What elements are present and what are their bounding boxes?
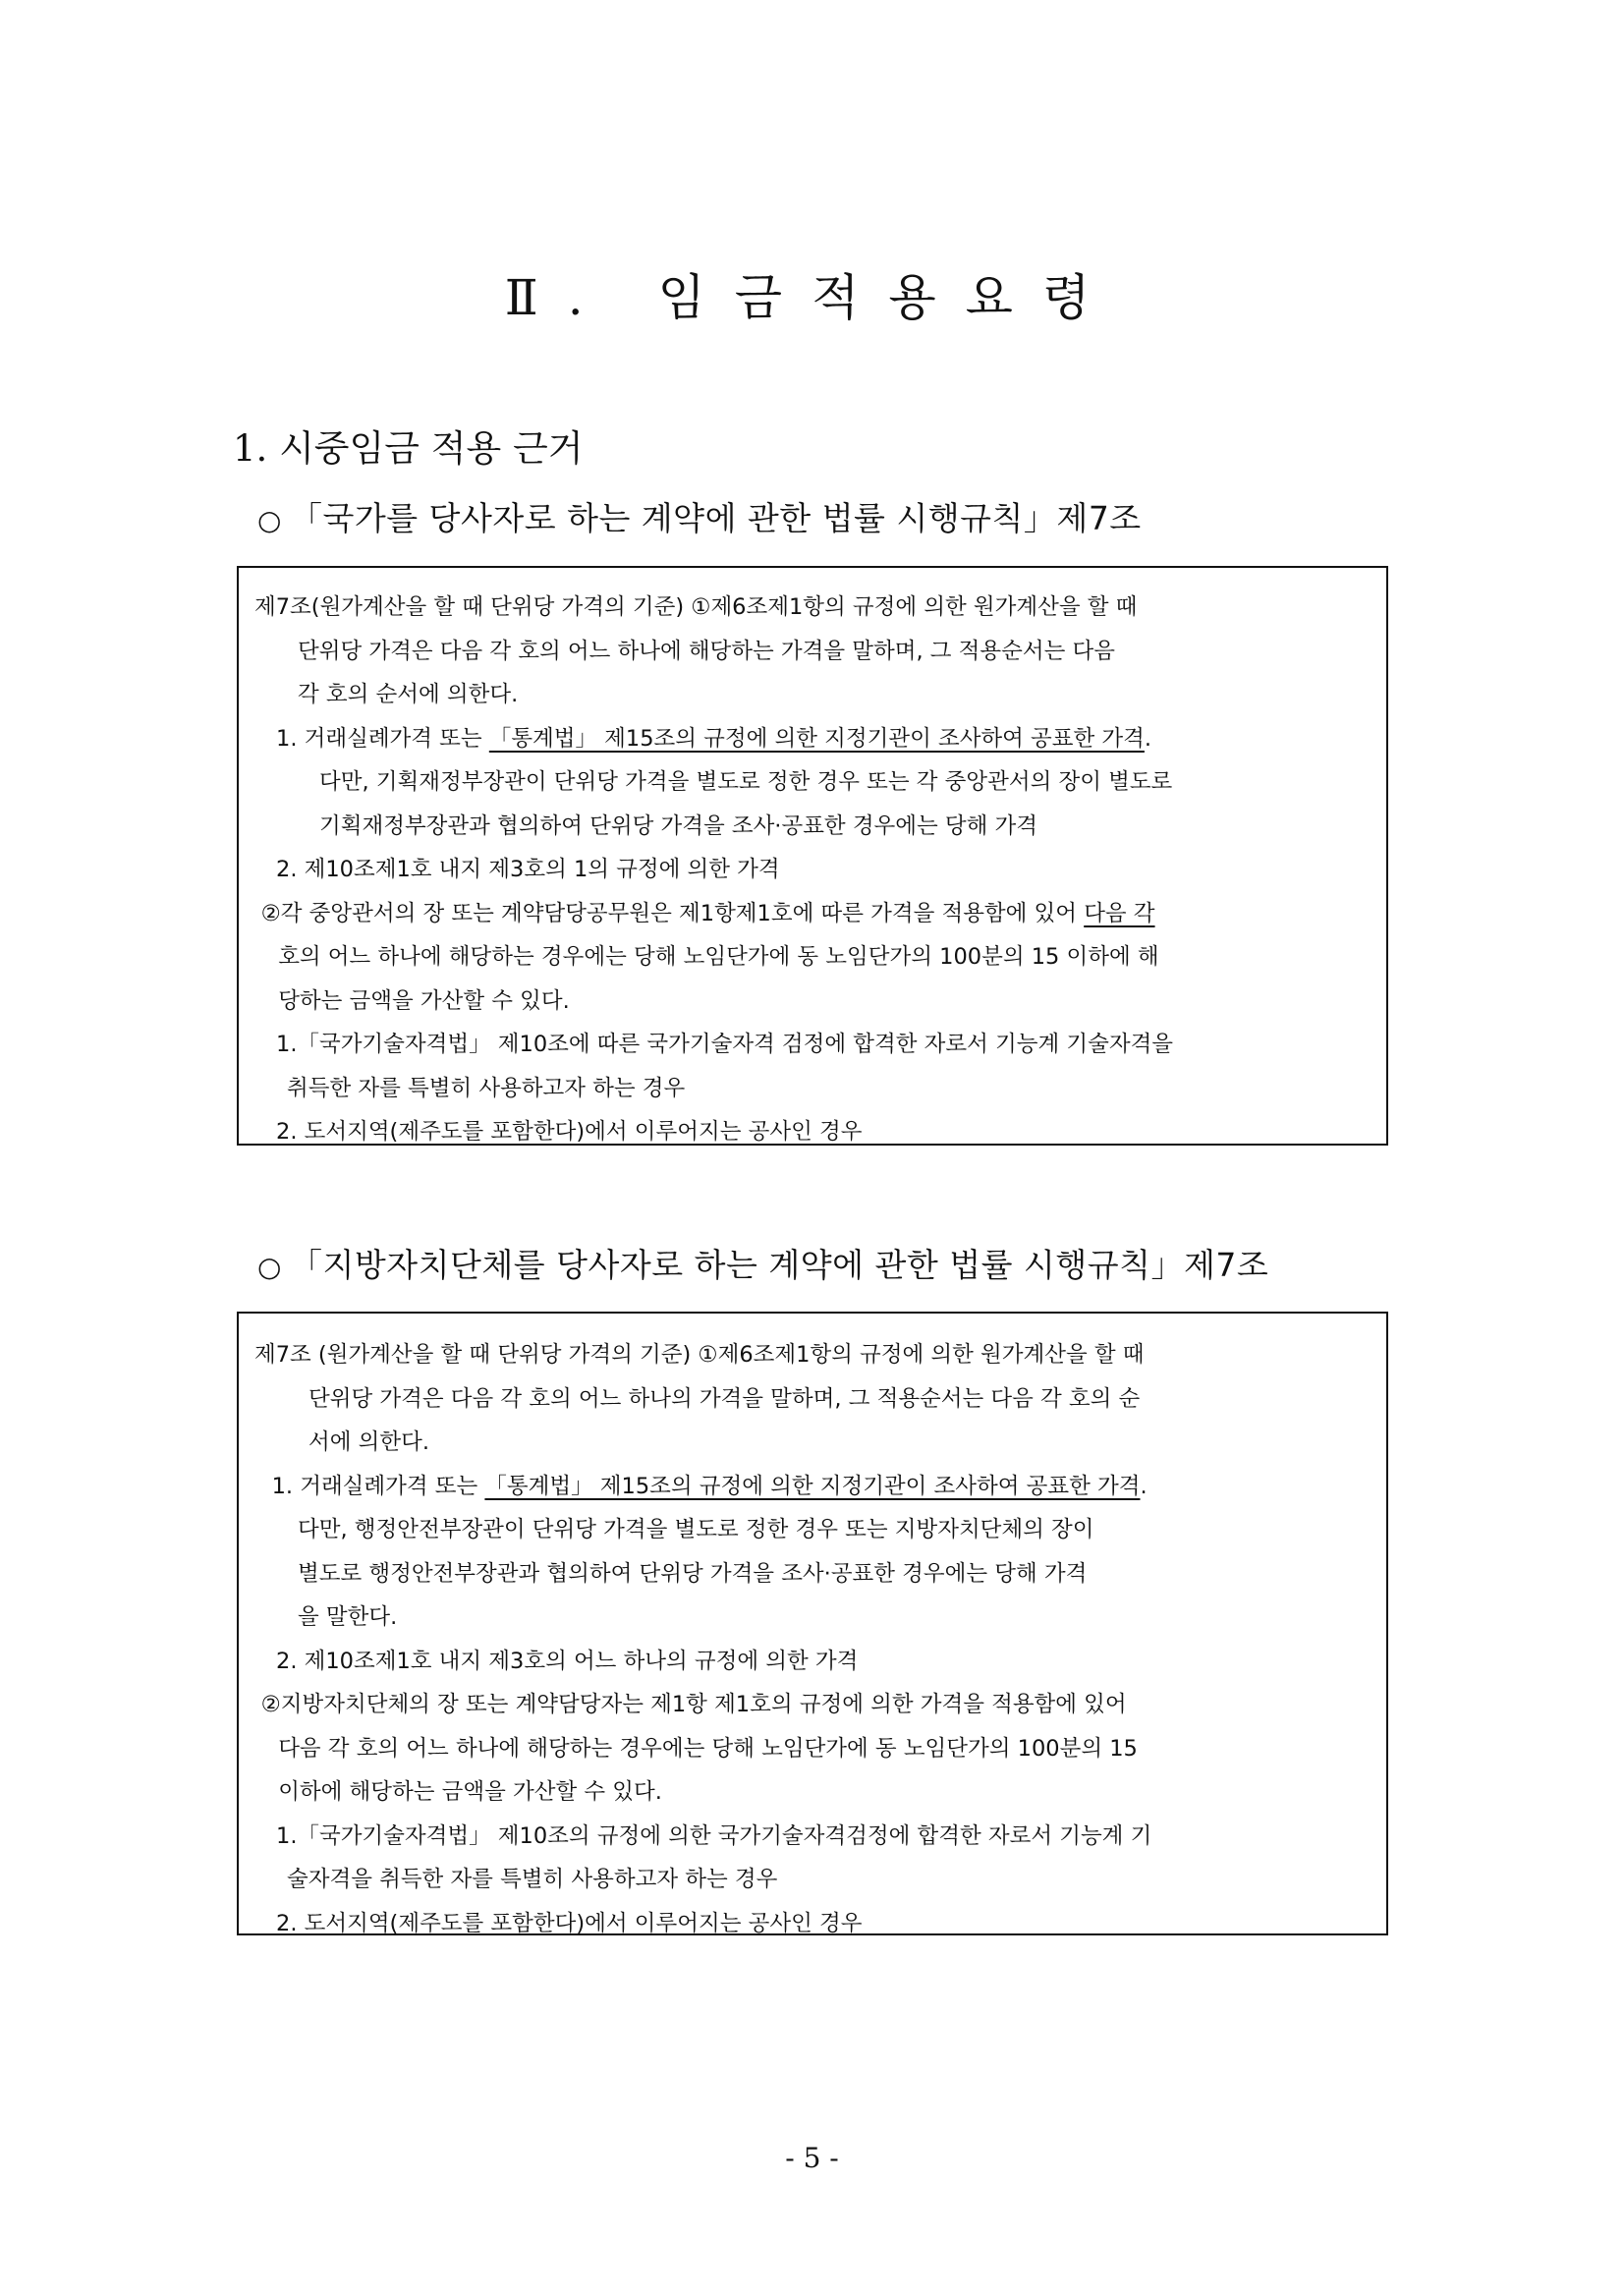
law-text-box-local — [237, 1312, 1388, 1935]
law-text-line: 각 호의 순서에 의한다. — [298, 682, 519, 707]
law-heading-local — [257, 1242, 1268, 1291]
law-text-line: 별도로 행정안전부장관과 협의하여 단위당 가격을 조사·공표한 경우에는 당해 가격 — [298, 1560, 1088, 1587]
law-text-line: 다만, 기획재정부장관이 단위당 가격을 별도로 정한 경우 또는 각 중앙관서의 장이 별도로 — [319, 769, 1173, 795]
underlined-text: 「통계법」 제15조의 규정에 의한 지정기관이 조사하여 공표한 가격 — [488, 725, 1145, 752]
law-text-line: 이하에 해당하는 금액을 가산할 수 있다. — [278, 1779, 662, 1805]
law-text-line: 서에 의한다. — [308, 1429, 429, 1455]
page-title: Ⅱ. 임금적용요령 — [504, 269, 1120, 326]
law-text-line: 1.「국가기술자격법」 제10조의 규정에 의한 국가기술자격검정에 합격한 자로서 기능계 기 — [276, 1822, 1152, 1849]
law-text-line: 단위당 가격은 다음 각 호의 어느 하나에 해당하는 가격을 말하며, 그 적용순서는 다음 — [298, 638, 1115, 664]
underlined-text: 「통계법」 제15조의 규정에 의한 지정기관이 조사하여 공표한 가격 — [484, 1473, 1141, 1499]
law-text-line: 2. 제10조제1호 내지 제3호의 1의 규정에 의한 가격 — [276, 857, 780, 882]
law-text-line: ②지방자치단체의 장 또는 계약담당자는 제1항 제1호의 규정에 의한 가격을 적용함에 있어 — [260, 1692, 1127, 1717]
law-text-segment: 1. 거래실례가격 또는 — [276, 725, 489, 752]
law-text-segment: ②각 중앙관서의 장 또는 계약담당공무원은 제1항제1호에 따른 가격을 적용함에 있어 — [260, 900, 1085, 926]
law-text-line: 제7조 (원가계산을 할 때 단위당 가격의 기준) ①제6조제1항의 규정에 의한 원가계산을 할 때 — [254, 1342, 1145, 1368]
law-text-line: 제7조(원가계산을 할 때 단위당 가격의 기준) ①제6조제1항의 규정에 의한 원가계산을 할 때 — [254, 594, 1138, 620]
law-text-box-national — [237, 566, 1388, 1146]
law-text-line: 술자격을 취득한 자를 특별히 사용하고자 하는 경우 — [287, 1867, 778, 1892]
underlined-text: 다음 각 — [1084, 900, 1155, 926]
law-text-line: 당하는 금액을 가산할 수 있다. — [278, 987, 570, 1014]
section-heading: 1. 시중임금 적용 근거 — [233, 427, 584, 470]
law-text-line: 다음 각 호의 어느 하나에 해당하는 경우에는 당해 노임단가에 동 노임단가의 100분의 15 — [278, 1735, 1138, 1762]
law-text-line: 기획재정부장관과 협의하여 단위당 가격을 조사·공표한 경우에는 당해 가격 — [319, 812, 1038, 839]
law-text-line: 을 말한다. — [298, 1604, 398, 1630]
law-text-line: 취득한 자를 특별히 사용하고자 하는 경우 — [287, 1075, 686, 1101]
law-text-segment: . — [1140, 1473, 1148, 1499]
law-text-line: 2. 도서지역(제주도를 포함한다)에서 이루어지는 공사인 경우 — [276, 1119, 863, 1145]
law-heading-text: 「국가를 당사자로 하는 계약에 관한 법률 시행규칙」제7조 — [289, 499, 1142, 537]
page-number: - 5 - — [785, 2142, 839, 2174]
bullet-circle-icon: ○ — [257, 1251, 282, 1283]
law-text-line: 단위당 가격은 다음 각 호의 어느 하나의 가격을 말하며, 그 적용순서는 다음 각 호의 순 — [308, 1385, 1141, 1412]
law-text-line — [254, 1465, 1376, 1509]
law-text-segment: 1. 거래실례가격 또는 — [271, 1473, 485, 1499]
law-heading-text: 「지방자치단체를 당사자로 하는 계약에 관한 법률 시행규칙」제7조 — [289, 1246, 1269, 1284]
law-text-line — [254, 892, 1376, 936]
law-text-line: 다만, 행정안전부장관이 단위당 가격을 별도로 정한 경우 또는 지방자치단체의 장이 — [298, 1517, 1094, 1542]
law-text-line: 2. 도서지역(제주도를 포함한다)에서 이루어지는 공사인 경우 — [276, 1910, 863, 1936]
law-text-line — [254, 717, 1376, 761]
law-text-line: 1.「국가기술자격법」 제10조에 따른 국가기술자격 검정에 합격한 자로서 기능계 기술자격을 — [276, 1032, 1174, 1057]
law-heading-national — [257, 495, 1142, 544]
bullet-circle-icon: ○ — [257, 504, 282, 536]
law-text-line: 호의 어느 하나에 해당하는 경우에는 당해 노임단가에 동 노임단가의 100분의 15 이하에 해 — [278, 944, 1159, 970]
law-text-line: 2. 제10조제1호 내지 제3호의 어느 하나의 규정에 의한 가격 — [276, 1648, 859, 1674]
law-text-segment: . — [1144, 725, 1152, 752]
